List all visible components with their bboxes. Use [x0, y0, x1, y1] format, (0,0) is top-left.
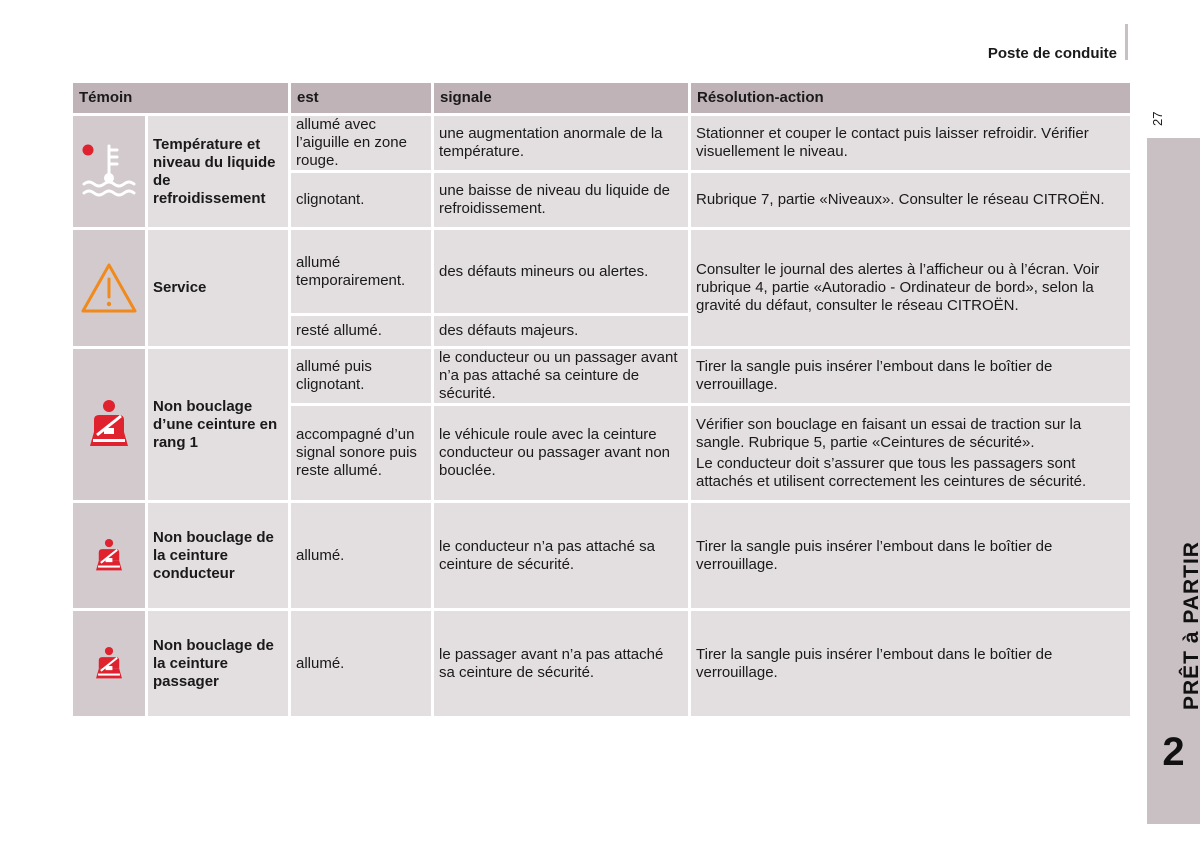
action-paragraph: Vérifier son bouclage en faisant un essai de traction sur la sangle. Rubrique 5, partie «Ceintures de sécurité».: [696, 415, 1082, 451]
page-number: [1146, 104, 1166, 130]
table-row: [72, 610, 1132, 718]
column-header-signale: signale: [433, 82, 690, 115]
signal-cell: le conducteur ou un passager avant n’a pas attaché sa ceinture de sécurité.: [433, 348, 690, 405]
warning-name: Service: [147, 229, 290, 348]
seatbelt-row1-icon: [72, 348, 147, 502]
warning-name: Non bouclage de la ceinture passager: [147, 610, 290, 718]
state-cell: allumé temporairement.: [290, 229, 433, 315]
action-cell: Tirer la sangle puis insérer l’embout dans le boîtier de verrouillage.: [690, 502, 1132, 610]
warning-name: Non bouclage de la ceinture conducteur: [147, 502, 290, 610]
signal-cell: le passager avant n’a pas attaché sa ceinture de sécurité.: [433, 610, 690, 718]
signal-cell: le véhicule roule avec la ceinture conducteur ou passager avant non bouclée.: [433, 405, 690, 502]
state-cell: allumé.: [290, 502, 433, 610]
action-cell: Tirer la sangle puis insérer l’embout dans le boîtier de verrouillage.: [690, 348, 1132, 405]
signal-cell: le conducteur n’a pas attaché sa ceinture de sécurité.: [433, 502, 690, 610]
title-divider: [1125, 24, 1128, 60]
warning-name: Température et niveau du liquide de refroidissement: [147, 115, 290, 229]
table-header-row: [72, 82, 1132, 115]
action-cell: Rubrique 7, partie «Niveaux». Consulter le réseau CITROËN.: [690, 172, 1132, 229]
state-cell: accompagné d’un signal sonore puis reste allumé.: [290, 405, 433, 502]
action-cell: Consulter le journal des alertes à l’afficheur ou à l’écran. Voir rubrique 4, partie «Autoradio - Ordinateur de bord», selon la gravité du défaut, consulter le réseau CITROËN.: [690, 229, 1132, 348]
section-title: Poste de conduite: [987, 45, 1117, 62]
column-header-temoin: Témoin: [72, 82, 290, 115]
seatbelt-driver-icon: [72, 502, 147, 610]
table-row: [72, 115, 1132, 172]
signal-cell: des défauts majeurs.: [433, 315, 690, 348]
column-header-resolution: Résolution-action: [690, 82, 1132, 115]
state-cell: allumé avec l’aiguille en zone rouge.: [290, 115, 433, 172]
warning-lights-table: [70, 80, 1133, 719]
action-paragraph: Le conducteur doit s’assurer que tous les passagers sont attachés et utilisent correctement les ceintures de sécurité.: [696, 454, 1087, 490]
state-cell: allumé.: [290, 610, 433, 718]
table-row: [72, 502, 1132, 610]
chapter-side-tab: [1147, 138, 1200, 824]
warning-name: Non bouclage d’une ceinture en rang 1: [147, 348, 290, 502]
signal-cell: une baisse de niveau du liquide de refroidissement.: [433, 172, 690, 229]
coolant-temperature-icon: [72, 115, 147, 229]
state-cell: allumé puis clignotant.: [290, 348, 433, 405]
action-cell: [690, 405, 1132, 502]
state-cell: resté allumé.: [290, 315, 433, 348]
chapter-number: 2: [1162, 730, 1185, 774]
page-number-text: 27: [1150, 111, 1165, 126]
state-cell: clignotant.: [290, 172, 433, 229]
warning-triangle-icon: [72, 229, 147, 348]
chapter-label: [1147, 510, 1203, 720]
signal-cell: une augmentation anormale de la température.: [433, 115, 690, 172]
table-row: [72, 348, 1132, 405]
chapter-label-text: PRÊT à PARTIR: [1180, 541, 1203, 710]
column-header-est: est: [290, 82, 433, 115]
seatbelt-passenger-icon: [72, 610, 147, 718]
action-cell: Tirer la sangle puis insérer l’embout dans le boîtier de verrouillage.: [690, 610, 1132, 718]
action-cell: Stationner et couper le contact puis laisser refroidir. Vérifier visuellement le niveau.: [690, 115, 1132, 172]
signal-cell: des défauts mineurs ou alertes.: [433, 229, 690, 315]
table-row: [72, 229, 1132, 315]
